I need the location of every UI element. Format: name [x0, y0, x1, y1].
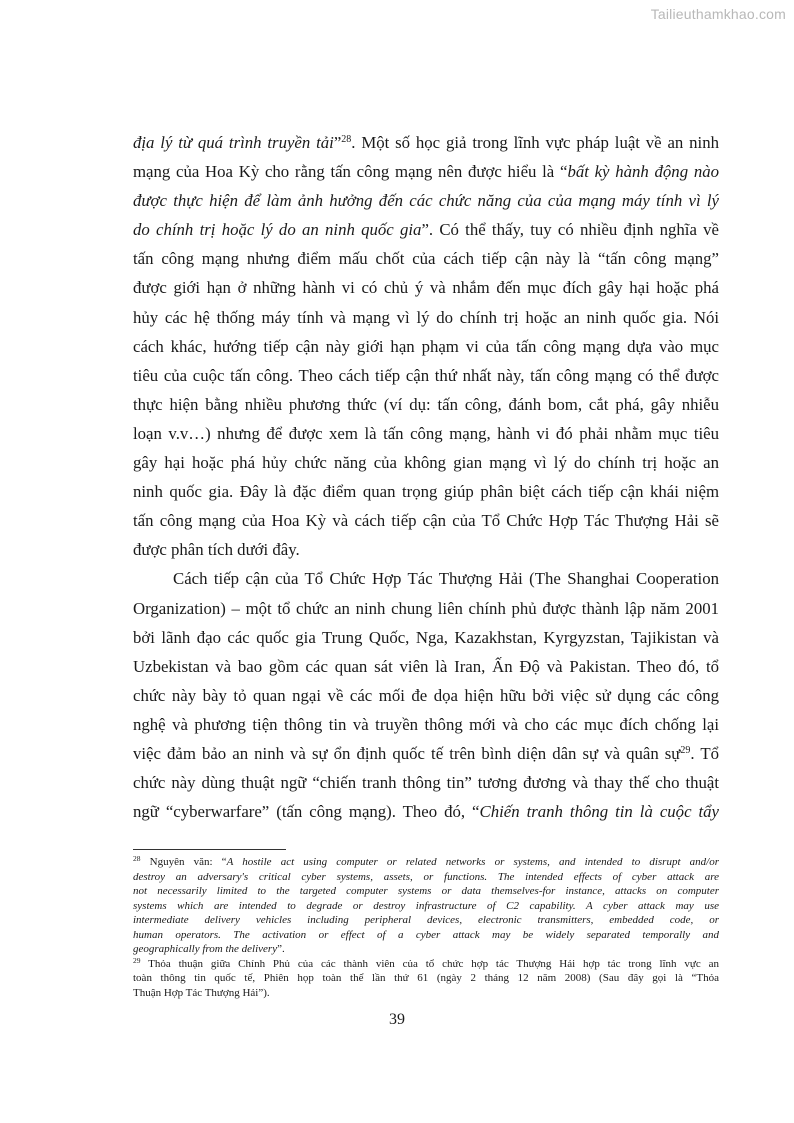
italic-text: địa lý từ quá trình truyền tải [133, 133, 334, 152]
footnote-line [133, 855, 719, 870]
footnote-separator [133, 849, 286, 850]
body-line [133, 332, 719, 361]
body-line [133, 739, 719, 768]
body-line [133, 477, 719, 506]
footnote-ref: 29 [680, 744, 691, 756]
text-run: ”. [277, 943, 285, 955]
footnote-line [133, 928, 719, 943]
footnote-line [133, 884, 719, 899]
body-line [133, 681, 719, 710]
text-run: Thuận Hợp Tác Thượng Hải”). [133, 986, 270, 999]
footnote-line [133, 957, 719, 972]
text-run: Thỏa thuận giữa Chính Phủ của các thành viên của tổ chức hợp tác Thượng Hải hợp tác trong lĩnh vực an [140, 957, 719, 970]
body-line [133, 652, 719, 681]
italic-text: destroy an adversary's critical cyber systems, assets, or functions. The intended effects of cyber attack are [133, 870, 719, 883]
italic-text: geographically from the delivery [133, 943, 278, 955]
body-line [133, 623, 719, 652]
text-run: được giới hạn ở những hành vi có chủ ý và nhắm đến mục đích gây hại hoặc phá [133, 278, 719, 298]
text-run: . Một số học giả trong lĩnh vực pháp luật về an ninh [351, 133, 719, 152]
body-line [133, 361, 719, 390]
italic-text: human operators. The activation or effect of a cyber attack may be widely separated temporally and [133, 928, 719, 941]
watermark: Tailieuthamkhao.com [650, 6, 786, 22]
body-line [133, 710, 719, 739]
text-run: mạng của Hoa Kỳ cho rằng tấn công mạng nên được hiểu là “ [133, 162, 568, 182]
text-run: thực hiện bằng nhiều phương thức (ví dụ: tấn công, đánh bom, cắt phá, gây nhiễu [133, 394, 719, 414]
text-run: . Tổ [690, 743, 720, 763]
body-line [133, 594, 719, 623]
body-line [133, 390, 719, 419]
footnote-ref: 28 [133, 854, 141, 863]
italic-text: A hostile act using computer or related networks or systems, and intended to disrupt and/or [226, 856, 719, 868]
footnote-ref: 29 [133, 955, 141, 965]
body-line [133, 419, 719, 448]
body-line [133, 186, 719, 215]
text-run: loạn v.v…) nhưng để được xem là tấn công mạng, hành vi đó phải nhằm mục tiêu [133, 423, 719, 443]
italic-text: systems which are intended to degrade or destroy infrastructure of C2 capability. A cyber attack may use [133, 899, 719, 912]
footnote-ref: 28 [341, 134, 352, 145]
footnote-line [133, 986, 719, 1001]
footnote-line [133, 899, 719, 914]
body-line [133, 448, 719, 477]
text-run: Organization) – một tổ chức an ninh chung liên chính phủ được thành lập năm 2001 [133, 598, 719, 618]
italic-text: bất kỳ hành động nào [567, 162, 719, 182]
body-line [133, 535, 719, 564]
italic-text: Chiến tranh thông tin là cuộc tẩy [479, 802, 719, 822]
text-run: tấn công mạng nhưng điểm mấu chốt của cách tiếp cận này là “tấn công mạng” [133, 249, 719, 269]
text-run: chức này dùng thuật ngữ “chiến tranh thông tin” tương đương và thay thế cho thuật [133, 773, 719, 793]
italic-text: do chính trị hoặc lý do an ninh quốc gia [133, 220, 422, 240]
footnotes [133, 855, 719, 1000]
page-number: 39 [389, 1011, 405, 1028]
body-line [133, 128, 719, 157]
text-run: tiêu của cuộc tấn công. Theo cách tiếp cận thứ nhất này, tấn công mạng có thể được [133, 365, 719, 385]
body-line [133, 506, 719, 535]
body-line [133, 244, 719, 273]
footnote-line [133, 870, 719, 885]
footnote-line [133, 942, 719, 957]
text-run: toàn thông tin quốc tế, Phiên họp toàn thể lần thứ 61 (ngày 2 tháng 12 năm 2008) (Sau đây gọi là “Thỏa [133, 972, 719, 984]
text-run: Uzbekistan và bao gồm các quan sát viên là Iran, Ấn Độ và Pakistan. Theo đó, tổ [133, 656, 719, 676]
italic-text: not necessarily limited to the targeted computer systems or data themselves-for instance, attacks on computer [133, 885, 719, 897]
text-run: ninh quốc gia. Đây là đặc điểm quan trọng giúp phân biệt cách tiếp cận khái niệm [133, 482, 719, 502]
text-run: gây hại hoặc phá hủy chức năng của không gian mạng vì lý do chính trị hoặc an [133, 453, 719, 473]
text-run: hủy các hệ thống máy tính và mạng vì lý do chính trị hoặc an ninh quốc gia. Nói [133, 307, 719, 327]
text-run: ngữ “cyberwarfare” (tấn công mạng). Theo đó, “ [133, 802, 480, 822]
text-run: Nguyên văn: “ [140, 856, 227, 868]
body-line [133, 797, 719, 826]
italic-text: được thực hiện để làm ảnh hưởng đến các chức năng của của mạng máy tính vì lý [133, 191, 719, 211]
text-run: được phân tích dưới đây. [133, 540, 300, 560]
body-text [133, 128, 719, 826]
text-run: nghệ và phương tiện thông tin và truyền thông mới và cho các mục đích chống lại [133, 714, 719, 734]
text-run: cách khác, hướng tiếp cận này giới hạn phạm vi của tấn công mạng dựa vào mục [133, 336, 719, 356]
text-run: ”. Có thể thấy, tuy có nhiều định nghĩa về [421, 220, 719, 240]
body-line [133, 157, 719, 186]
text-run: việc đảm bảo an ninh và sự ổn định quốc tế trên bình diện dân sự và quân sự [133, 743, 681, 763]
footnote-line [133, 913, 719, 928]
body-line [133, 564, 719, 593]
text-run: ” [333, 133, 342, 152]
text-run: chức này bày tỏ quan ngại về các mối đe dọa hiện hữu bởi việc sử dụng các công [133, 685, 719, 705]
footnote-line [133, 971, 719, 986]
text-run: tấn công mạng của Hoa Kỳ và cách tiếp cận của Tổ Chức Hợp Tác Thượng Hải sẽ [133, 511, 719, 531]
body-line [133, 303, 719, 332]
body-line [133, 215, 719, 244]
text-run: bởi lãnh đạo các quốc gia Trung Quốc, Nga, Kazakhstan, Kyrgyzstan, Tajikistan và [133, 627, 719, 647]
body-line [133, 273, 719, 302]
italic-text: intermediate delivery vehicles including peripheral devices, electronic transmitters, embedded code, or [133, 914, 719, 926]
text-run: Cách tiếp cận của Tổ Chức Hợp Tác Thượng Hải (The Shanghai Cooperation [173, 569, 719, 589]
body-line [133, 768, 719, 797]
